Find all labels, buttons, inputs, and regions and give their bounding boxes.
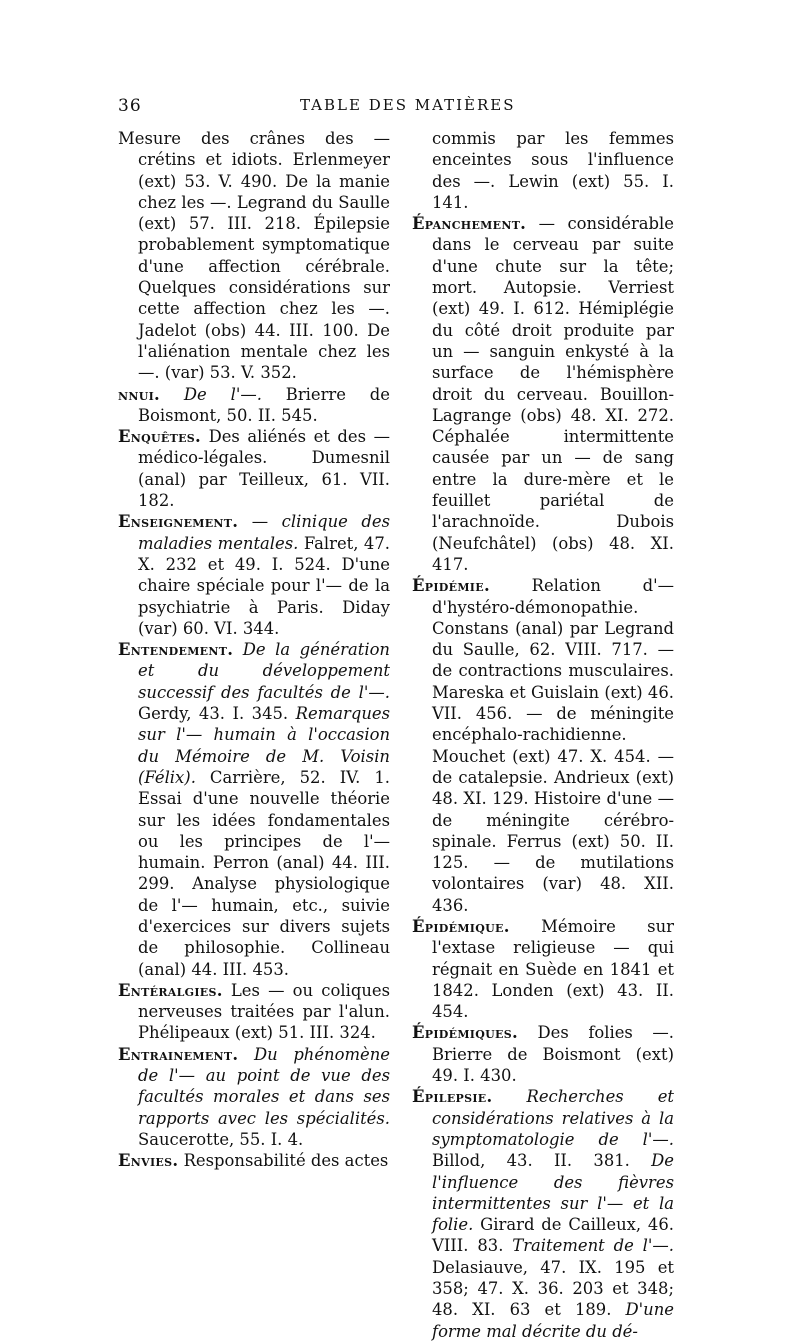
- entry-text: Girard de Cailleux, 46. VIII. 83.: [432, 1215, 674, 1256]
- entry-text: Saucerotte, 55. I. 4.: [138, 1129, 304, 1149]
- index-entry: [412, 575, 674, 916]
- entry-headword: Enseignement.: [118, 512, 239, 532]
- index-entry: [412, 213, 674, 575]
- index-entry: [118, 384, 390, 427]
- entry-title-text: Du phénomène de l'— au point de vue des facultés morales et dans ses rapports avec les spécialités.: [138, 1044, 390, 1128]
- entry-text: [160, 385, 184, 404]
- entry-text: Billod, 43. II. 381.: [432, 1151, 652, 1171]
- entry-text: Mémoire sur l'extase religieuse — qui régnait en Suède en 1841 et 1842. Londen (ext) 43. II. 454.: [432, 916, 674, 1022]
- entry-headword: Épidémique.: [412, 916, 510, 936]
- entry-text: [238, 1045, 254, 1064]
- entry-text: Brierre de Boismont, 50. II. 545.: [138, 384, 390, 425]
- page-number: 36: [118, 96, 142, 116]
- entry-headword: Épidémie.: [412, 576, 490, 596]
- index-entry: [412, 128, 674, 213]
- entry-headword: Épidémiques.: [412, 1023, 518, 1043]
- entry-headword: Épanchement.: [412, 214, 527, 234]
- entry-title-text: D'une forme mal décrite du dé-: [432, 1300, 674, 1341]
- entry-text: commis par les femmes enceintes sous l'influence des —. Lewin (ext) 55. I. 141.: [432, 129, 674, 212]
- entry-text: Responsabilité des actes: [178, 1151, 389, 1171]
- index-entry: [118, 128, 390, 384]
- entry-text: Des aliénés et des — médico-légales. Dumesnil (anal) par Teilleux, 61. VII. 182.: [138, 427, 390, 511]
- index-entry: [118, 639, 390, 980]
- entry-text: — considérable dans le cerveau par suite d'une chute sur la tête; mort. Autopsie. Verriest (ext) 49. I. 612. Hémiplégie du côté droit produite par un — sanguin enkysté à la surface de l'hémisphère droit du cerveau. Bouillon-Lagrange (obs) 48. XI. 272. Céphalée intermittente causée par un — de sang entre la dure-mère et le feuillet pariétal de l'arachnoïde. Dubois (Neufchâtel) (obs) 48. XI. 417.: [432, 214, 674, 574]
- index-entry: [412, 1086, 674, 1342]
- entry-title-text: clinique des maladies mentales.: [138, 512, 390, 553]
- index-entry: [118, 1150, 390, 1171]
- entry-text: Des folies —. Brierre de Boismont (ext) 49. I. 430.: [432, 1023, 674, 1086]
- entry-headword: Envies.: [118, 1151, 179, 1171]
- index-entry: [412, 1022, 674, 1086]
- entry-text: [233, 640, 243, 659]
- entry-text: Les — ou coliques nerveuses traitées par l'alun. Phélipeaux (ext) 51. III. 324.: [138, 980, 390, 1043]
- page-header: [0, 96, 800, 120]
- entry-headword: nnui.: [118, 384, 161, 404]
- entry-text: [492, 1087, 526, 1106]
- left-column: [118, 128, 390, 1172]
- entry-title-text: Remarques sur l'— humain à l'occasion du Mémoire de M. Voisin (Félix).: [138, 704, 390, 787]
- right-column: [412, 128, 674, 1342]
- index-entry: [118, 511, 390, 639]
- entry-headword: Enquêtes.: [118, 427, 202, 447]
- entry-text: Falret, 47. X. 232 et 49. I. 524. D'une chaire spéciale pour l'— de la psychiatrie à Paris. Diday (var) 60. VI. 344.: [138, 533, 390, 638]
- entry-title-text: De l'influence des fièvres intermittentes sur l'— et la folie.: [432, 1151, 674, 1235]
- index-entry: [118, 980, 390, 1044]
- entry-title-text: Recherches et considérations relatives à la symptomatologie de l'—.: [432, 1087, 674, 1149]
- entry-text: Carrière, 52. IV. 1. Essai d'une nouvelle théorie sur les idées fondamentales ou les principes de l'— humain. Perron (anal) 44. III. 299. Analyse physiologique de l'— humain, etc., suivie d'exercices sur divers sujets de philosophie. Collineau (anal) 44. III. 453.: [138, 767, 390, 979]
- entry-title-text: De l'—.: [183, 384, 262, 404]
- running-title: TABLE DES MATIÈRES: [300, 96, 516, 114]
- entry-headword: Épilepsie.: [412, 1087, 493, 1107]
- entry-text: Mesure des crânes des — crétins et idiots. Erlenmeyer (ext) 53. V. 490. De la manie chez les —. Legrand du Saulle (ext) 57. III. 218. Épilepsie probablement symptomatique d'une affection cérébrale. Quelques considérations sur cette affection chez les —. Jadelot (obs) 44. III. 100. De l'aliénation mentale chez les —. (var) 53. V. 352.: [118, 129, 390, 383]
- index-entry: [412, 916, 674, 1022]
- entry-text: —: [238, 512, 282, 532]
- entry-headword: Entéralgies.: [118, 980, 223, 1000]
- entry-headword: Entendement.: [118, 640, 234, 660]
- entry-title-text: De la génération et du développement successif des facultés de l'—.: [138, 640, 390, 702]
- index-entry: [118, 1044, 390, 1150]
- entry-title-text: Traitement de l'—.: [512, 1236, 674, 1256]
- index-entry: [118, 426, 390, 511]
- entry-text: Delasiauve, 47. IX. 195 et 358; 47. X. 36. 203 et 348; 48. XI. 63 et 189.: [432, 1257, 674, 1320]
- entry-headword: Entrainement.: [118, 1044, 239, 1064]
- entry-text: Gerdy, 43. I. 345.: [138, 704, 296, 724]
- entry-text: Relation d'— d'hystéro-démonopathie. Constans (anal) par Legrand du Saulle, 62. VIII. 717. — de contractions musculaires. Mareska et Guislain (ext) 46. VII. 456. — de méningite encéphalo-rachidienne. Mouchet (ext) 47. X. 454. — de catalepsie. Andrieux (ext) 48. XI. 129. Histoire d'une — de méningite cérébro-spinale. Ferrus (ext) 50. II. 125. — de mutilations volontaires (var) 48. XII. 436.: [432, 576, 674, 915]
